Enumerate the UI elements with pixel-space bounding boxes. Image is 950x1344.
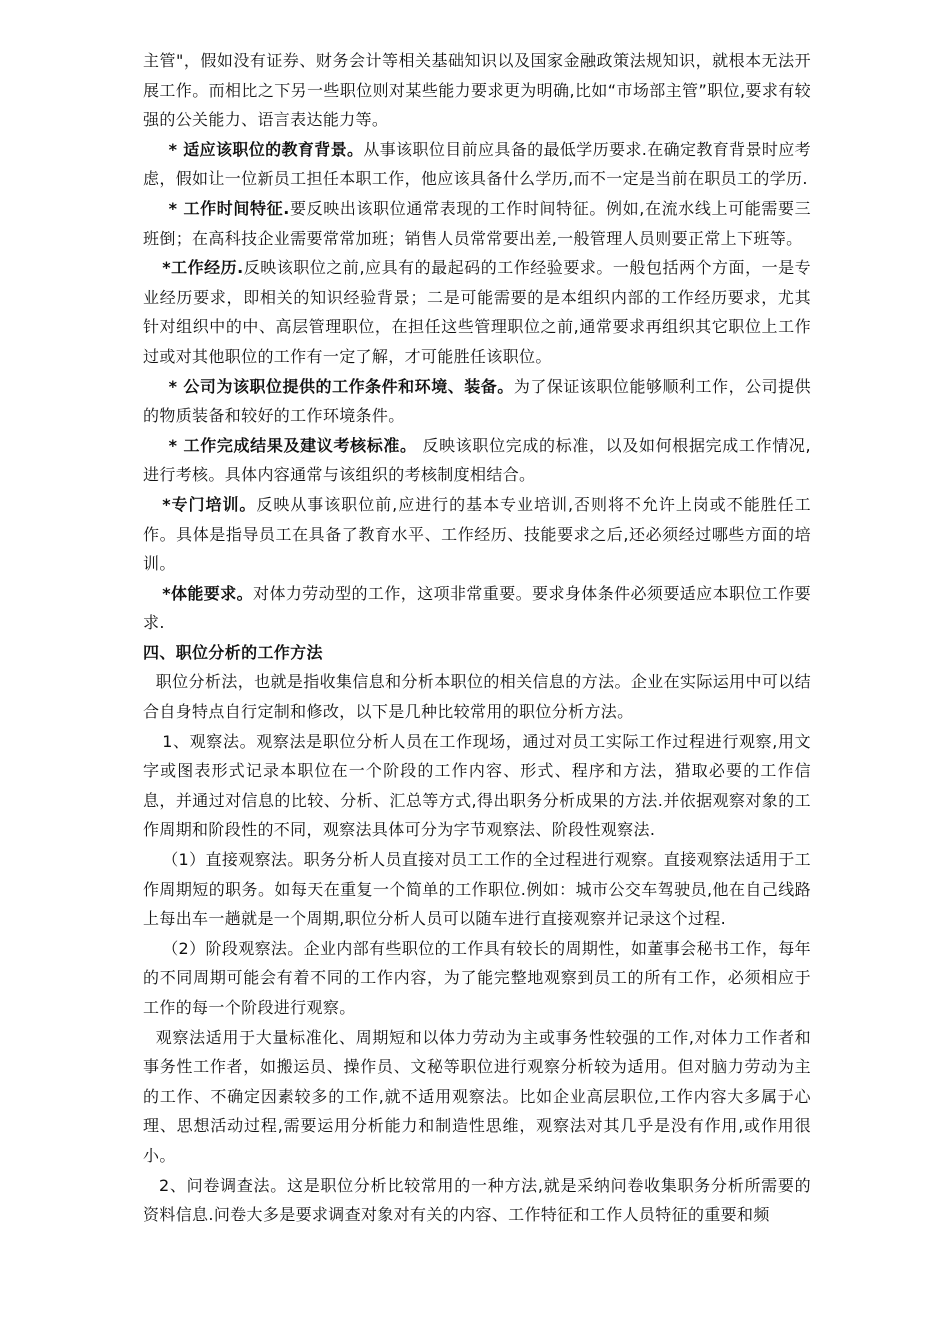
section-heading: 四、职位分析的工作方法 <box>143 642 323 662</box>
paragraph-observation: 1、观察法。观察法是职位分析人员在工作现场，通过对员工实际工作过程进行观察,用文字或图表形式记录本职位在一个阶段的工作内容、形式、程序和方法，猎取必要的工作信息，并通过对信息的比较、分析、汇总等方式,得出职务分析成果的方法.并依据观察对象的工作周期和阶段性的不同，观察法具体可分为字节观察法、阶段性观察法. <box>143 731 811 840</box>
document-page <box>143 46 811 1230</box>
paragraph-observation-scope: 观察法适用于大量标准化、周期短和以体力劳动为主或事务性较强的工作,对体力工作者和事务性工作者，如搬运员、操作员、文秘等职位进行观察分析较为适用。但对脑力劳动为主的工作、不确定因素较多的工作,就不适用观察法。比如企业高层职位,工作内容大多属于心理、思想活动过程,需要运用分析能力和制造性思维，观察法对其几乎是没有作用,或作用很小。 <box>143 1027 811 1165</box>
paragraph-education: * 适应该职位的教育背景。从事该职位目前应具备的最低学历要求.在确定教育背景时应考虑，假如让一位新员工担任本职工作，他应该具备什么学历,而不一定是当前在职员工的学历. <box>143 139 811 189</box>
paragraph-work-time: * 工作时间特征.要反映出该职位通常表现的工作时间特征。例如,在流水线上可能需要三班倒；在高科技企业需要常常加班；销售人员常常要出差,一般管理人员则要正常上下班等。 <box>143 198 811 248</box>
paragraph-training: *专门培训。反映从事该职位前,应进行的基本专业培训,否则将不允许上岗或不能胜任工作。具体是指导员工在具备了教育水平、工作经历、技能要求之后,还必须经过哪些方面的培训。 <box>143 494 811 574</box>
paragraph-methods-intro: 职位分析法，也就是指收集信息和分析本职位的相关信息的方法。企业在实际运用中可以结合自身特点自行定制和修改，以下是几种比较常用的职位分析方法。 <box>143 672 811 722</box>
paragraph-work-experience: *工作经历.反映该职位之前,应具有的最起码的工作经验要求。一般包括两个方面，一是专业经历要求，即相关的知识经验背景；二是可能需要的是本组织内部的工作经历要求，尤其针对组织中的中、高层管理职位，在担任这些管理职位之前,通常要求再组织其它职位上工作过或对其他职位的工作有一定了解，才可能胜任该职位。 <box>143 258 812 366</box>
paragraph-1: 主管"，假如没有证券、财务会计等相关基础知识以及国家金融政策法规知识，就根本无法开展工作。而相比之下另一些职位则对某些能力要求更为明确,比如“市场部主管”职位,要求有较强的公关能力、语言表达能力等。 <box>143 51 811 130</box>
paragraph-results: * 工作完成结果及建议考核标准。 反映该职位完成的标准，以及如何根据完成工作情况,进行考核。具体内容通常与该组织的考核制度相结合。 <box>143 435 811 485</box>
paragraph-direct-observation: （1）直接观察法。职务分析人员直接对员工工作的全过程进行观察。直接观察法适用于工作周期短的职务。如每天在重复一个简单的工作职位.例如：城市公交车驾驶员,他在自己线路上每出车一趟就是一个周期,职位分析人员可以随车进行直接观察并记录这个过程. <box>143 850 811 929</box>
paragraph-conditions: * 公司为该职位提供的工作条件和环境、装备。为了保证该职位能够顺利工作，公司提供的物质装备和较好的工作环境条件。 <box>143 376 811 426</box>
paragraph-questionnaire: 2、问卷调查法。这是职位分析比较常用的一种方法,就是采纳问卷收集职务分析所需要的资料信息.问卷大多是要求调查对象对有关的内容、工作特征和工作人员特征的重要和频 <box>143 1175 811 1225</box>
paragraph-physical: *体能要求。对体力劳动型的工作，这项非常重要。要求身体条件必须要适应本职位工作要求. <box>143 583 811 633</box>
paragraph-stage-observation: （2）阶段观察法。企业内部有些职位的工作具有较长的周期性，如董事会秘书工作，每年的不同周期可能会有着不同的工作内容，为了能完整地观察到员工的所有工作，必须相应于工作的每一个阶段进行观察。 <box>143 938 811 1017</box>
